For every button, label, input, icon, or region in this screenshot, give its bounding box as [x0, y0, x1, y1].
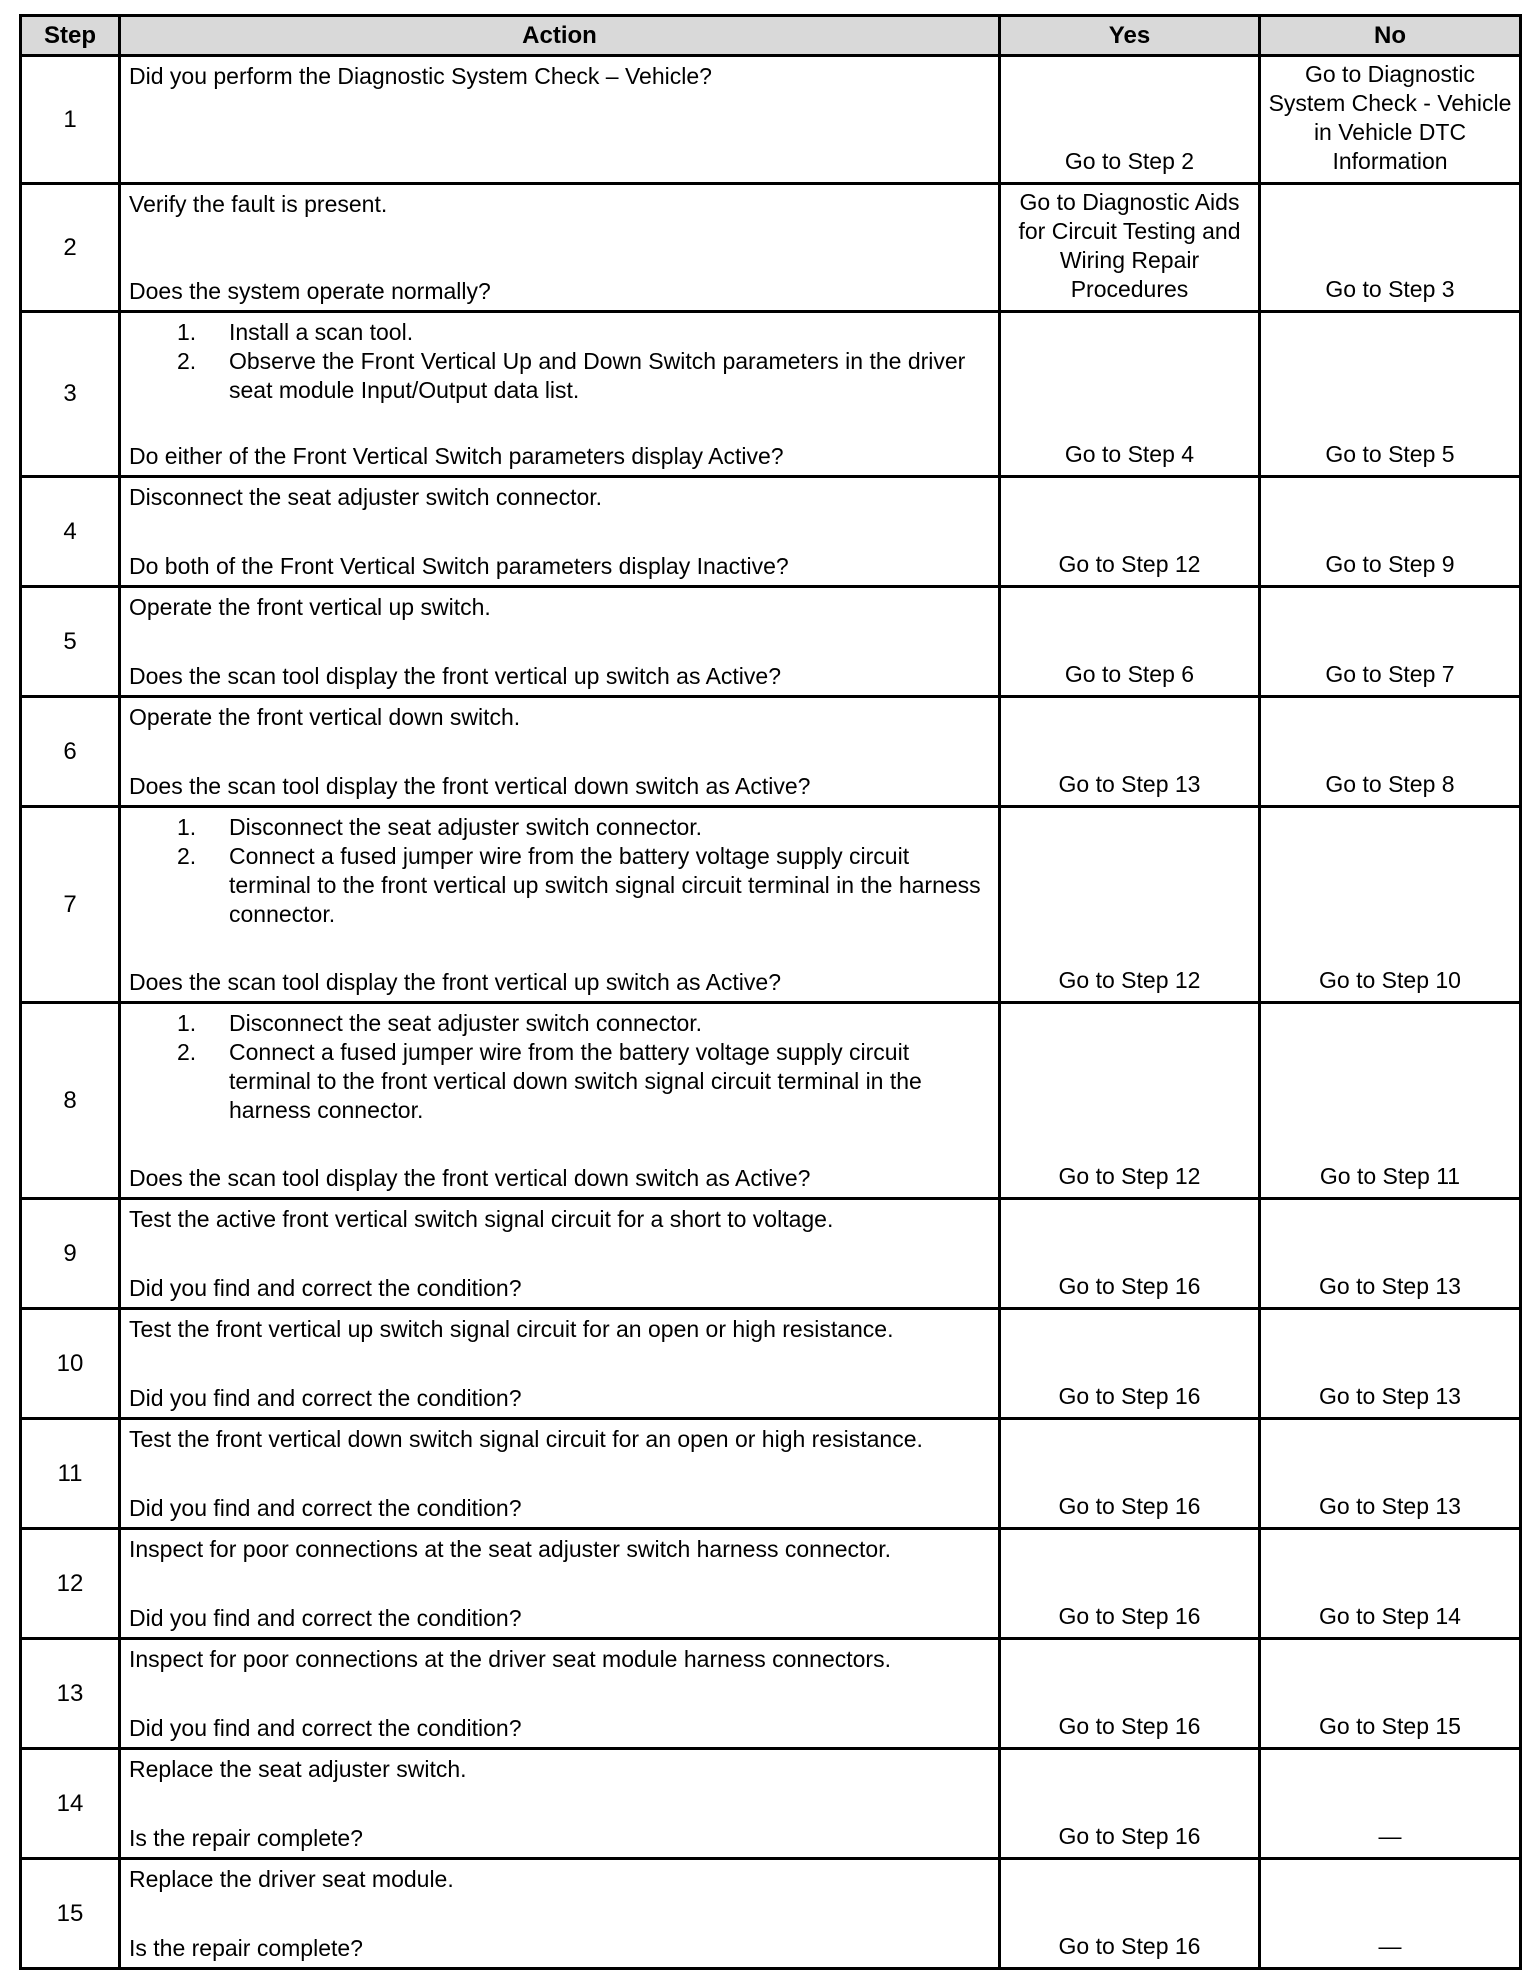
action-content: [121, 313, 998, 475]
list-item-number: 1.: [177, 814, 197, 840]
action-text: Test the active front vertical switch signal circuit for a short to voltage.: [129, 1206, 834, 1232]
action-steps-list: [129, 1009, 990, 1125]
action-top: [129, 1425, 990, 1454]
yes-result: Go to Step 16: [1058, 1713, 1201, 1739]
header-yes: Yes: [1000, 16, 1260, 56]
no-cell: [1260, 807, 1521, 1003]
no-result: Go to Diagnostic System Check - Vehicle in Vehicle DTC Information: [1268, 61, 1512, 174]
no-result: Go to Step 13: [1319, 1383, 1461, 1409]
no-cell: [1260, 1309, 1521, 1419]
table-row: [21, 1199, 1521, 1309]
step-number: 11: [21, 1419, 120, 1529]
yes-result: Go to Step 16: [1058, 1383, 1201, 1409]
action-top: [129, 1865, 990, 1894]
action-content: [121, 1004, 998, 1197]
table-row: [21, 1309, 1521, 1419]
action-cell: [120, 587, 1000, 697]
yes-result: Go to Step 16: [1058, 1603, 1201, 1629]
action-content: [121, 1200, 998, 1307]
no-cell: [1260, 697, 1521, 807]
no-result: Go to Step 14: [1319, 1603, 1461, 1629]
action-cell: [120, 1859, 1000, 1969]
table-row: [21, 477, 1521, 587]
action-text: Replace the seat adjuster switch.: [129, 1756, 467, 1782]
step-number: 8: [21, 1003, 120, 1199]
action-cell: [120, 1639, 1000, 1749]
action-cell: [120, 1199, 1000, 1309]
yes-result: Go to Step 16: [1058, 1823, 1201, 1849]
action-content: [121, 1640, 998, 1747]
action-cell: [120, 1749, 1000, 1859]
action-content: [121, 185, 998, 310]
no-result: —: [1378, 1823, 1402, 1849]
no-cell: [1260, 1749, 1521, 1859]
no-cell: [1260, 1639, 1521, 1749]
table-row: [21, 1749, 1521, 1859]
action-text: Verify the fault is present.: [129, 191, 388, 217]
yes-result: Go to Step 16: [1058, 1933, 1201, 1959]
step-number: 12: [21, 1529, 120, 1639]
table-body: [21, 56, 1521, 1969]
no-result: Go to Step 3: [1325, 276, 1455, 302]
step-number: 9: [21, 1199, 120, 1309]
header-row: [21, 16, 1521, 56]
list-item: [129, 1038, 990, 1125]
table-row: [21, 56, 1521, 184]
header-action: Action: [120, 16, 1000, 56]
action-top: [129, 483, 990, 512]
yes-cell: [1000, 1419, 1260, 1529]
action-cell: [120, 1309, 1000, 1419]
action-content: [121, 808, 998, 1001]
action-top: [129, 318, 990, 405]
no-cell: [1260, 587, 1521, 697]
no-result: Go to Step 10: [1319, 967, 1461, 993]
no-cell: [1260, 1529, 1521, 1639]
yes-cell: [1000, 312, 1260, 477]
no-cell: [1260, 312, 1521, 477]
action-text: Operate the front vertical up switch.: [129, 594, 491, 620]
step-number: 14: [21, 1749, 120, 1859]
no-cell: [1260, 56, 1521, 184]
step-number: 4: [21, 477, 120, 587]
action-cell: [120, 312, 1000, 477]
action-steps-list: [129, 813, 990, 929]
no-result: Go to Step 13: [1319, 1493, 1461, 1519]
yes-result: Go to Step 4: [1064, 441, 1195, 467]
step-number: 5: [21, 587, 120, 697]
header-no: No: [1260, 16, 1521, 56]
action-top: [129, 1009, 990, 1125]
no-result: Go to Step 11: [1319, 1163, 1461, 1189]
yes-result: Go to Step 12: [1058, 1163, 1201, 1189]
no-cell: [1260, 1003, 1521, 1199]
action-text: Test the front vertical up switch signal circuit for an open or high resistance.: [129, 1316, 894, 1342]
diagnostic-table: [19, 14, 1522, 1970]
yes-cell: [1000, 56, 1260, 184]
action-content: [121, 57, 998, 182]
action-top: [129, 703, 990, 732]
no-result: Go to Step 15: [1319, 1713, 1461, 1739]
action-top: [129, 1315, 990, 1344]
action-question: Does the scan tool display the front vertical down switch as Active?: [129, 1165, 811, 1191]
no-result: Go to Step 8: [1325, 771, 1455, 797]
yes-cell: [1000, 1859, 1260, 1969]
action-cell: [120, 1529, 1000, 1639]
no-cell: [1260, 1199, 1521, 1309]
action-cell: [120, 807, 1000, 1003]
action-cell: [120, 1003, 1000, 1199]
action-question: Do both of the Front Vertical Switch parameters display Inactive?: [129, 553, 789, 579]
step-number: 7: [21, 807, 120, 1003]
table-row: [21, 587, 1521, 697]
action-cell: [120, 477, 1000, 587]
list-item: [129, 1009, 990, 1038]
action-question: Did you find and correct the condition?: [129, 1495, 522, 1521]
action-text: Test the front vertical down switch signal circuit for an open or high resistance.: [129, 1426, 923, 1452]
list-item: [129, 318, 990, 347]
action-top: [129, 813, 990, 929]
no-cell: [1260, 1859, 1521, 1969]
action-question: Does the scan tool display the front vertical down switch as Active?: [129, 773, 811, 799]
action-content: [121, 1310, 998, 1417]
list-item-text: Disconnect the seat adjuster switch connector.: [229, 814, 703, 840]
no-result: —: [1378, 1933, 1402, 1959]
action-question: Does the scan tool display the front vertical up switch as Active?: [129, 969, 781, 995]
table-row: [21, 312, 1521, 477]
action-text: Replace the driver seat module.: [129, 1866, 454, 1892]
list-item-number: 1.: [177, 319, 197, 345]
action-content: [121, 1420, 998, 1527]
action-question: Did you find and correct the condition?: [129, 1715, 522, 1741]
list-item-text: Connect a fused jumper wire from the battery voltage supply circuit terminal to the front vertical up switch signal circuit terminal in the harness connector.: [229, 843, 981, 927]
list-item: [129, 842, 990, 929]
yes-result: Go to Step 16: [1058, 1493, 1201, 1519]
action-content: [121, 1530, 998, 1637]
list-item-number: 2.: [177, 843, 197, 869]
action-question: Did you find and correct the condition?: [129, 1275, 522, 1301]
table-row: [21, 1529, 1521, 1639]
yes-cell: [1000, 1639, 1260, 1749]
table-row: [21, 1859, 1521, 1969]
no-result: Go to Step 7: [1325, 661, 1455, 687]
yes-cell: [1000, 587, 1260, 697]
no-result: Go to Step 13: [1319, 1273, 1461, 1299]
step-number: 1: [21, 56, 120, 184]
action-top: [129, 1755, 990, 1784]
action-content: [121, 698, 998, 805]
yes-result: Go to Diagnostic Aids for Circuit Testing and Wiring Repair Procedures: [1018, 189, 1241, 302]
action-question: Is the repair complete?: [129, 1935, 363, 1961]
list-item-number: 2.: [177, 1039, 197, 1065]
list-item-text: Connect a fused jumper wire from the battery voltage supply circuit terminal to the front vertical down switch signal circuit terminal in the harness connector.: [229, 1039, 922, 1123]
table-row: [21, 184, 1521, 312]
action-top: [129, 62, 990, 91]
action-question: Is the repair complete?: [129, 1825, 363, 1851]
step-number: 13: [21, 1639, 120, 1749]
yes-cell: [1000, 184, 1260, 312]
step-number: 2: [21, 184, 120, 312]
yes-result: Go to Step 2: [1064, 148, 1195, 174]
step-number: 10: [21, 1309, 120, 1419]
yes-result: Go to Step 6: [1064, 661, 1195, 687]
action-question: Did you find and correct the condition?: [129, 1605, 522, 1631]
yes-cell: [1000, 807, 1260, 1003]
step-number: 15: [21, 1859, 120, 1969]
table-row: [21, 1419, 1521, 1529]
list-item: [129, 813, 990, 842]
yes-cell: [1000, 1003, 1260, 1199]
action-text: Operate the front vertical down switch.: [129, 704, 521, 730]
yes-cell: [1000, 1309, 1260, 1419]
list-item-number: 1.: [177, 1010, 197, 1036]
action-text: Did you perform the Diagnostic System Check – Vehicle?: [129, 63, 712, 89]
action-cell: [120, 1419, 1000, 1529]
action-steps-list: [129, 318, 990, 405]
action-content: [121, 588, 998, 695]
action-content: [121, 478, 998, 585]
action-question: Do either of the Front Vertical Switch parameters display Active?: [129, 443, 784, 469]
table-row: [21, 1639, 1521, 1749]
no-result: Go to Step 9: [1325, 551, 1455, 577]
action-question: Does the scan tool display the front vertical up switch as Active?: [129, 663, 781, 689]
yes-result: Go to Step 12: [1058, 967, 1201, 993]
yes-cell: [1000, 1529, 1260, 1639]
no-cell: [1260, 184, 1521, 312]
action-content: [121, 1750, 998, 1857]
action-top: [129, 593, 990, 622]
action-top: [129, 1205, 990, 1234]
action-top: [129, 190, 990, 219]
step-number: 3: [21, 312, 120, 477]
action-question: Does the system operate normally?: [129, 278, 491, 304]
action-top: [129, 1535, 990, 1564]
action-cell: [120, 56, 1000, 184]
action-text: Disconnect the seat adjuster switch connector.: [129, 484, 603, 510]
list-item-number: 2.: [177, 348, 197, 374]
list-item-text: Install a scan tool.: [229, 319, 414, 345]
header-step: Step: [21, 16, 120, 56]
action-top: [129, 1645, 990, 1674]
yes-cell: [1000, 697, 1260, 807]
list-item: [129, 347, 990, 405]
table-row: [21, 697, 1521, 807]
yes-cell: [1000, 477, 1260, 587]
yes-result: Go to Step 12: [1058, 551, 1201, 577]
no-cell: [1260, 477, 1521, 587]
action-cell: [120, 697, 1000, 807]
step-number: 6: [21, 697, 120, 807]
table-row: [21, 807, 1521, 1003]
list-item-text: Disconnect the seat adjuster switch connector.: [229, 1010, 703, 1036]
action-content: [121, 1860, 998, 1967]
action-text: Inspect for poor connections at the driver seat module harness connectors.: [129, 1646, 891, 1672]
action-text: Inspect for poor connections at the seat adjuster switch harness connector.: [129, 1536, 891, 1562]
yes-result: Go to Step 16: [1058, 1273, 1201, 1299]
yes-cell: [1000, 1749, 1260, 1859]
action-cell: [120, 184, 1000, 312]
list-item-text: Observe the Front Vertical Up and Down Switch parameters in the driver seat module Input/Output data list.: [229, 348, 966, 403]
table-row: [21, 1003, 1521, 1199]
no-cell: [1260, 1419, 1521, 1529]
no-result: Go to Step 5: [1325, 441, 1455, 467]
yes-result: Go to Step 13: [1058, 771, 1201, 797]
yes-cell: [1000, 1199, 1260, 1309]
action-question: Did you find and correct the condition?: [129, 1385, 522, 1411]
